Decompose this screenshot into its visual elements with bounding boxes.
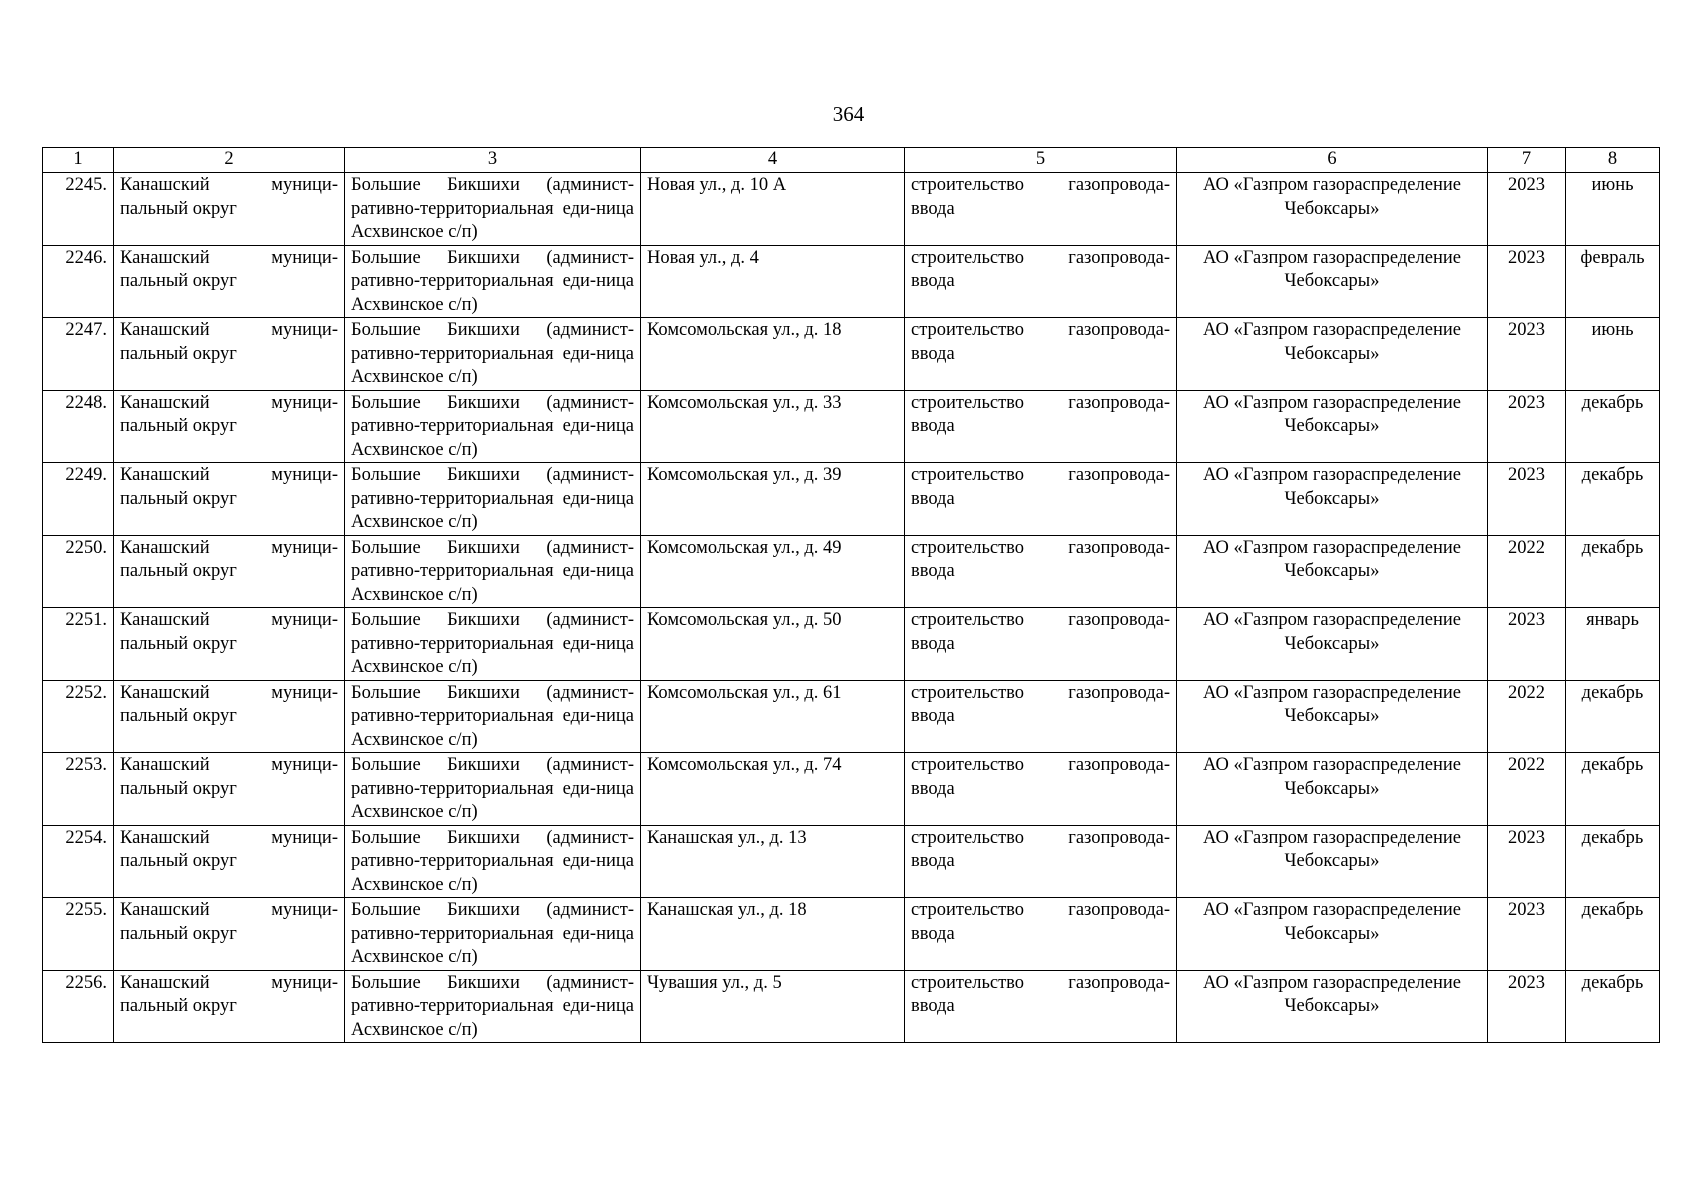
month-cell: декабрь — [1566, 825, 1660, 898]
month-cell: июнь — [1566, 173, 1660, 246]
district-cell: Канашский муници-пальный округ — [114, 535, 345, 608]
work-type-cell: строительство газопровода-ввода — [905, 753, 1177, 826]
locality-cell: Большие Бикшихи (админист-ративно-территориальная еди-ница Асхвинское с/п) — [345, 173, 641, 246]
work-type-cell: строительство газопровода-ввода — [905, 970, 1177, 1043]
locality-cell: Большие Бикшихи (админист-ративно-территориальная еди-ница Асхвинское с/п) — [345, 970, 641, 1043]
address-cell: Новая ул., д. 4 — [641, 245, 905, 318]
address-cell: Канашская ул., д. 13 — [641, 825, 905, 898]
organization-cell: АО «Газпром газораспределение Чебоксары» — [1177, 463, 1488, 536]
locality-cell: Большие Бикшихи (админист-ративно-территориальная еди-ница Асхвинское с/п) — [345, 390, 641, 463]
column-number: 2 — [114, 148, 345, 173]
year-cell: 2022 — [1488, 753, 1566, 826]
district-cell: Канашский муници-пальный округ — [114, 173, 345, 246]
column-number: 7 — [1488, 148, 1566, 173]
year-cell: 2023 — [1488, 245, 1566, 318]
address-cell: Комсомольская ул., д. 61 — [641, 680, 905, 753]
year-cell: 2022 — [1488, 535, 1566, 608]
row-number: 2253. — [43, 753, 114, 826]
table-row — [43, 535, 1660, 608]
address-cell: Комсомольская ул., д. 39 — [641, 463, 905, 536]
work-type-cell: строительство газопровода-ввода — [905, 898, 1177, 971]
month-cell: декабрь — [1566, 970, 1660, 1043]
column-number: 5 — [905, 148, 1177, 173]
column-number: 8 — [1566, 148, 1660, 173]
table-body — [43, 173, 1660, 1043]
table-row — [43, 390, 1660, 463]
month-cell: декабрь — [1566, 680, 1660, 753]
district-cell: Канашский муници-пальный округ — [114, 898, 345, 971]
year-cell: 2023 — [1488, 318, 1566, 391]
organization-cell: АО «Газпром газораспределение Чебоксары» — [1177, 390, 1488, 463]
district-cell: Канашский муници-пальный округ — [114, 245, 345, 318]
row-number: 2255. — [43, 898, 114, 971]
organization-cell: АО «Газпром газораспределение Чебоксары» — [1177, 680, 1488, 753]
address-cell: Чувашия ул., д. 5 — [641, 970, 905, 1043]
organization-cell: АО «Газпром газораспределение Чебоксары» — [1177, 825, 1488, 898]
locality-cell: Большие Бикшихи (админист-ративно-территориальная еди-ница Асхвинское с/п) — [345, 535, 641, 608]
year-cell: 2023 — [1488, 970, 1566, 1043]
year-cell: 2023 — [1488, 173, 1566, 246]
locality-cell: Большие Бикшихи (админист-ративно-территориальная еди-ница Асхвинское с/п) — [345, 825, 641, 898]
row-number: 2256. — [43, 970, 114, 1043]
organization-cell: АО «Газпром газораспределение Чебоксары» — [1177, 318, 1488, 391]
address-cell: Новая ул., д. 10 А — [641, 173, 905, 246]
table-row — [43, 173, 1660, 246]
address-cell: Комсомольская ул., д. 33 — [641, 390, 905, 463]
locality-cell: Большие Бикшихи (админист-ративно-территориальная еди-ница Асхвинское с/п) — [345, 318, 641, 391]
organization-cell: АО «Газпром газораспределение Чебоксары» — [1177, 608, 1488, 681]
work-type-cell: строительство газопровода-ввода — [905, 463, 1177, 536]
column-number: 1 — [43, 148, 114, 173]
organization-cell: АО «Газпром газораспределение Чебоксары» — [1177, 970, 1488, 1043]
row-number: 2245. — [43, 173, 114, 246]
row-number: 2247. — [43, 318, 114, 391]
locality-cell: Большие Бикшихи (админист-ративно-территориальная еди-ница Асхвинское с/п) — [345, 463, 641, 536]
year-cell: 2023 — [1488, 463, 1566, 536]
district-cell: Канашский муници-пальный округ — [114, 753, 345, 826]
organization-cell: АО «Газпром газораспределение Чебоксары» — [1177, 898, 1488, 971]
table-row — [43, 318, 1660, 391]
table-row — [43, 970, 1660, 1043]
work-type-cell: строительство газопровода-ввода — [905, 535, 1177, 608]
table-row — [43, 463, 1660, 536]
district-cell: Канашский муници-пальный округ — [114, 318, 345, 391]
work-type-cell: строительство газопровода-ввода — [905, 318, 1177, 391]
month-cell: февраль — [1566, 245, 1660, 318]
year-cell: 2022 — [1488, 680, 1566, 753]
row-number: 2250. — [43, 535, 114, 608]
locality-cell: Большие Бикшихи (админист-ративно-территориальная еди-ница Асхвинское с/п) — [345, 753, 641, 826]
year-cell: 2023 — [1488, 825, 1566, 898]
district-cell: Канашский муници-пальный округ — [114, 608, 345, 681]
row-number: 2251. — [43, 608, 114, 681]
column-number: 3 — [345, 148, 641, 173]
address-cell: Комсомольская ул., д. 74 — [641, 753, 905, 826]
month-cell: январь — [1566, 608, 1660, 681]
district-cell: Канашский муници-пальный округ — [114, 390, 345, 463]
address-cell: Комсомольская ул., д. 50 — [641, 608, 905, 681]
locality-cell: Большие Бикшихи (админист-ративно-территориальная еди-ница Асхвинское с/п) — [345, 608, 641, 681]
locality-cell: Большие Бикшихи (админист-ративно-территориальная еди-ница Асхвинское с/п) — [345, 680, 641, 753]
row-number: 2254. — [43, 825, 114, 898]
work-type-cell: строительство газопровода-ввода — [905, 390, 1177, 463]
work-type-cell: строительство газопровода-ввода — [905, 245, 1177, 318]
table-row — [43, 753, 1660, 826]
address-cell: Канашская ул., д. 18 — [641, 898, 905, 971]
row-number: 2252. — [43, 680, 114, 753]
organization-cell: АО «Газпром газораспределение Чебоксары» — [1177, 753, 1488, 826]
month-cell: декабрь — [1566, 463, 1660, 536]
month-cell: декабрь — [1566, 535, 1660, 608]
year-cell: 2023 — [1488, 608, 1566, 681]
row-number: 2248. — [43, 390, 114, 463]
month-cell: декабрь — [1566, 753, 1660, 826]
table-row — [43, 825, 1660, 898]
table-row — [43, 680, 1660, 753]
organization-cell: АО «Газпром газораспределение Чебоксары» — [1177, 245, 1488, 318]
table-row — [43, 898, 1660, 971]
page-number: 364 — [832, 102, 865, 126]
month-cell: декабрь — [1566, 898, 1660, 971]
row-number: 2246. — [43, 245, 114, 318]
organization-cell: АО «Газпром газораспределение Чебоксары» — [1177, 535, 1488, 608]
row-number: 2249. — [43, 463, 114, 536]
district-cell: Канашский муници-пальный округ — [114, 970, 345, 1043]
work-type-cell: строительство газопровода-ввода — [905, 608, 1177, 681]
year-cell: 2023 — [1488, 390, 1566, 463]
column-number: 6 — [1177, 148, 1488, 173]
column-number-row — [43, 148, 1660, 173]
organization-cell: АО «Газпром газораспределение Чебоксары» — [1177, 173, 1488, 246]
district-cell: Канашский муници-пальный округ — [114, 825, 345, 898]
locality-cell: Большие Бикшихи (админист-ративно-территориальная еди-ница Асхвинское с/п) — [345, 898, 641, 971]
month-cell: июнь — [1566, 318, 1660, 391]
address-cell: Комсомольская ул., д. 18 — [641, 318, 905, 391]
table-row — [43, 245, 1660, 318]
district-cell: Канашский муници-пальный округ — [114, 680, 345, 753]
work-type-cell: строительство газопровода-ввода — [905, 680, 1177, 753]
locality-cell: Большие Бикшихи (админист-ративно-территориальная еди-ница Асхвинское с/п) — [345, 245, 641, 318]
district-cell: Канашский муници-пальный округ — [114, 463, 345, 536]
month-cell: декабрь — [1566, 390, 1660, 463]
gas-pipeline-register-table — [42, 147, 1660, 1043]
year-cell: 2023 — [1488, 898, 1566, 971]
address-cell: Комсомольская ул., д. 49 — [641, 535, 905, 608]
column-number: 4 — [641, 148, 905, 173]
work-type-cell: строительство газопровода-ввода — [905, 825, 1177, 898]
table-row — [43, 608, 1660, 681]
work-type-cell: строительство газопровода-ввода — [905, 173, 1177, 246]
